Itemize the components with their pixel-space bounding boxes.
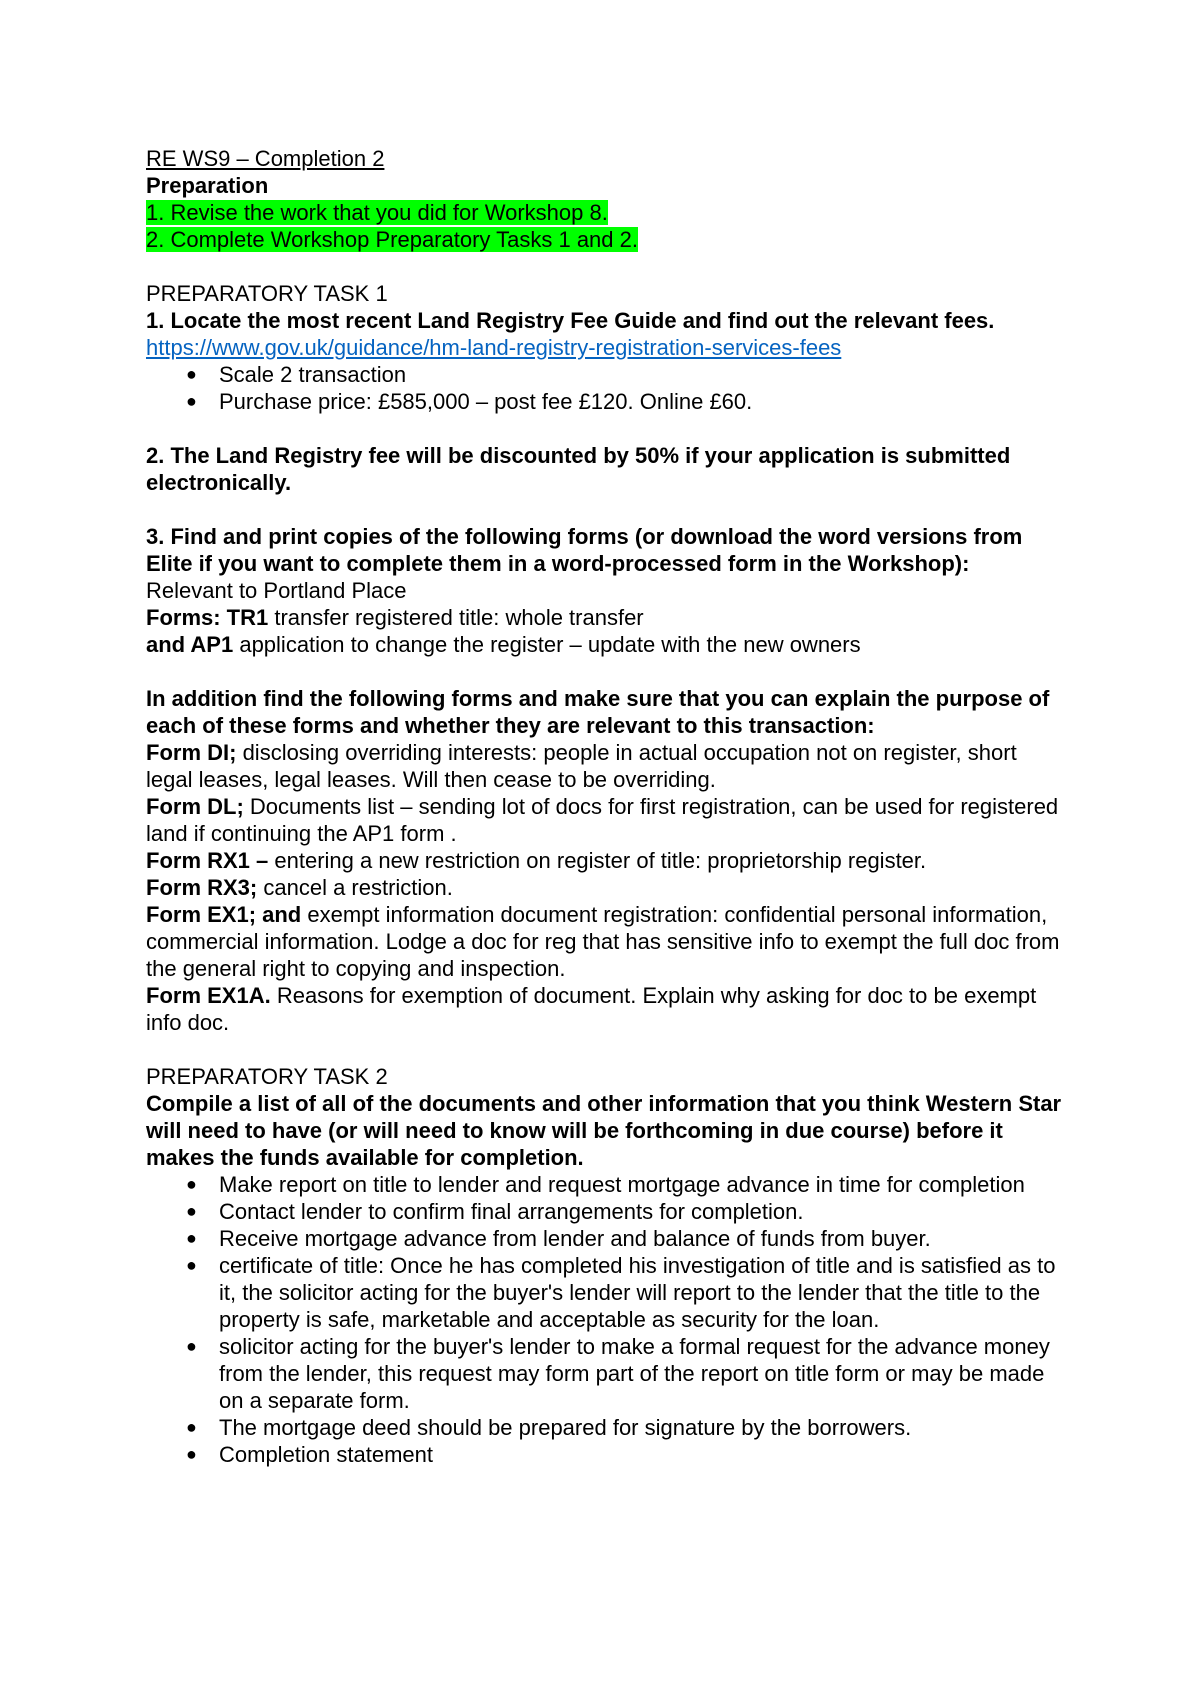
bullet-icon: ● xyxy=(186,391,197,411)
bullet-icon: ● xyxy=(186,1255,197,1275)
list-item: ● Purchase price: £585,000 – post fee £120. Online £60. xyxy=(186,389,753,414)
and-line: and AP1 application to change the register – update with the new owners xyxy=(146,632,861,657)
list-item: ● Make report on title to lender and request mortgage advance in time for completion xyxy=(186,1172,1025,1197)
list-item: ● Contact lender to confirm final arrangements for completion. xyxy=(186,1199,804,1224)
relevant-note: Relevant to Portland Place xyxy=(146,578,407,603)
list-item: ● solicitor acting for the buyer's lender to make a formal request for the advance money from the lender, this request may form part of the report on title form or may be made on a separate form. xyxy=(186,1334,1050,1413)
preparation-heading: Preparation xyxy=(146,173,269,198)
task1-question-1: 1. Locate the most recent Land Registry Fee Guide and find out the relevant fees. xyxy=(146,308,995,333)
list-item: ● Scale 2 transaction xyxy=(186,362,407,387)
bullet-icon: ● xyxy=(186,364,197,384)
bullet-icon: ● xyxy=(186,1201,197,1221)
list-item: ● certificate of title: Once he has completed his investigation of title and is satisfied as to it, the solicitor acting for the buyer's lender will report to the lender that the title to the property is safe, marketable and acceptable as security for the loan. xyxy=(186,1253,1056,1332)
form-entry-dl: Form DL; Documents list – sending lot of docs for first registration, can be used for registered land if continuing the AP1 form . xyxy=(146,794,1059,846)
preparation-item-1: 1. Revise the work that you did for Workshop 8. xyxy=(146,200,608,225)
form-entry-ex1a: Form EX1A. Reasons for exemption of document. Explain why asking for doc to be exempt info doc. xyxy=(146,983,1037,1035)
fee-guide-link[interactable]: https://www.gov.uk/guidance/hm-land-registry-registration-services-fees xyxy=(146,335,842,360)
bullet-icon: ● xyxy=(186,1228,197,1248)
document-page xyxy=(146,145,1066,1468)
task2-bullet-list xyxy=(146,1171,1066,1468)
form-entry-rx1: Form RX1 – entering a new restriction on register of title: proprietorship register. xyxy=(146,848,927,873)
task1-question-2: 2. The Land Registry fee will be discounted by 50% if your application is submitted electronically. xyxy=(146,443,1011,495)
task1-heading: PREPARATORY TASK 1 xyxy=(146,281,388,306)
list-item: ● The mortgage deed should be prepared for signature by the borrowers. xyxy=(186,1415,912,1440)
addition-instruction: In addition find the following forms and make sure that you can explain the purpose of each of these forms and whether they are relevant to this transaction: xyxy=(146,686,1050,738)
preparation-item-2: 2. Complete Workshop Preparatory Tasks 1 and 2. xyxy=(146,227,638,252)
forms-line: Forms: TR1 transfer registered title: whole transfer xyxy=(146,605,644,630)
bullet-icon: ● xyxy=(186,1174,197,1194)
task2-heading: PREPARATORY TASK 2 xyxy=(146,1064,388,1089)
task1-bullet-list xyxy=(146,361,1066,415)
form-entry-di: Form DI; disclosing overriding interests: people in actual occupation not on register, short legal leases, legal leases. Will then cease to be overriding. xyxy=(146,740,1017,792)
bullet-icon: ● xyxy=(186,1444,197,1464)
task1-question-3: 3. Find and print copies of the following forms (or download the word versions from Elite if you want to complete them in a word-processed form in the Workshop): xyxy=(146,524,1023,576)
bullet-icon: ● xyxy=(186,1336,197,1356)
task2-question: Compile a list of all of the documents and other information that you think Western Star will need to have (or will need to know will be forthcoming in due course) before it makes the funds available for completion. xyxy=(146,1091,1062,1170)
list-item: ● Completion statement xyxy=(186,1442,433,1467)
document-title: RE WS9 – Completion 2 xyxy=(146,146,385,171)
form-entry-ex1: Form EX1; and exempt information document registration: confidential personal information, commercial information. Lodge a doc for reg that has sensitive info to exempt the full doc from the general right to copying and inspection. xyxy=(146,902,1060,981)
bullet-icon: ● xyxy=(186,1417,197,1437)
list-item: ● Receive mortgage advance from lender and balance of funds from buyer. xyxy=(186,1226,931,1251)
form-entry-rx3: Form RX3; cancel a restriction. xyxy=(146,875,453,900)
